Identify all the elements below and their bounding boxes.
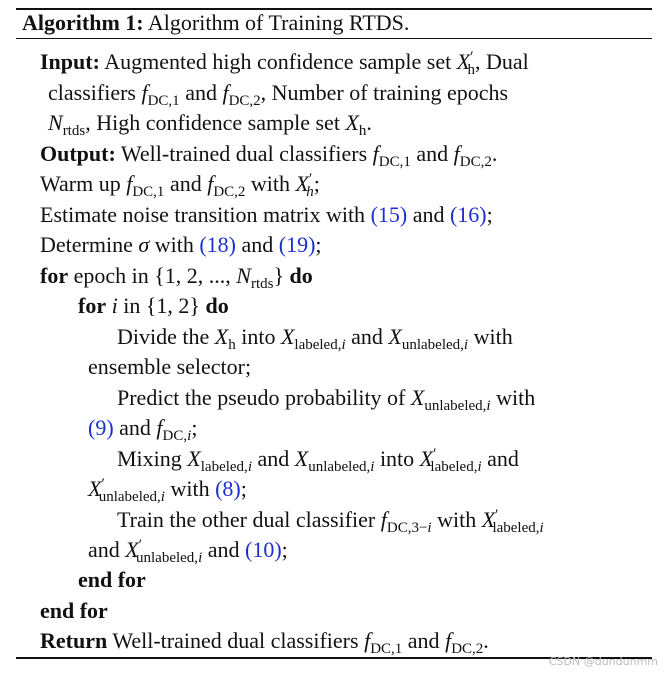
caption-label: Algorithm 1: bbox=[22, 10, 144, 35]
mixing-line-1: Mixing $X_{labeled,i}$ and $X_{unlabeled,i}$ into $X'_{labeled,i}$ and bbox=[117, 446, 519, 475]
ref-16[interactable]: (16) bbox=[449, 202, 487, 227]
watermark: CSDN @dundunmm bbox=[548, 655, 658, 668]
caption-text: Algorithm of Training RTDS. bbox=[147, 10, 410, 35]
mixing-line-2: $X'_{unlabeled,i}$ with (8); bbox=[88, 476, 247, 505]
predict-line-2: (9) and $f_{DC,i}$; bbox=[88, 415, 198, 444]
input-line-1: Input: Augmented high confidence sample set $X'_h$, Dual bbox=[40, 49, 529, 78]
input-line-2: classifiers $f_{DC,1}$ and $f_{DC,2}$, Number of training epochs bbox=[48, 80, 509, 109]
output-line: Output: Well-trained dual classifiers $f_{DC,1}$ and $f_{DC,2}$. bbox=[40, 141, 498, 170]
ref-18[interactable]: (18) bbox=[199, 232, 236, 257]
determine-line: Determine σ with (18) and (19); bbox=[40, 232, 322, 257]
ref-8[interactable]: (8) bbox=[215, 476, 241, 501]
divide-line-2: ensemble selector; bbox=[88, 354, 252, 379]
caption-rule bbox=[16, 38, 652, 39]
ref-15[interactable]: (15) bbox=[370, 202, 408, 227]
end-for-outer: end for bbox=[40, 598, 108, 623]
train-line-1: Train the other dual classifier $f_{DC,3-i}$ with $X'_{labeled,i}$ bbox=[117, 507, 544, 536]
predict-line-1: Predict the pseudo probability of $X_{unlabeled,i}$ with bbox=[117, 385, 536, 414]
for-epoch-line: for epoch in {1, 2, ..., $N_{rtds}$} do bbox=[40, 263, 313, 292]
ref-10[interactable]: (10) bbox=[245, 537, 282, 562]
divide-line-1: Divide the $X_h$ into $X_{labeled,i}$ and $X_{unlabeled,i}$ with bbox=[117, 324, 513, 353]
estimate-line: Estimate noise transition matrix with (15) and (16); bbox=[40, 202, 493, 227]
train-line-2: and $X'_{unlabeled,i}$ and (10); bbox=[88, 537, 288, 566]
return-line: Return Well-trained dual classifiers $f_{DC,1}$ and $f_{DC,2}$. bbox=[40, 628, 489, 657]
for-i-line: for i in {1, 2} do bbox=[78, 293, 229, 318]
end-for-inner: end for bbox=[78, 567, 146, 592]
ref-19[interactable]: (19) bbox=[278, 232, 316, 257]
ref-9[interactable]: (9) bbox=[88, 415, 114, 440]
algorithm-caption bbox=[22, 9, 409, 37]
input-line-3: $N_{rtds}$, High confidence sample set $X_h$. bbox=[48, 110, 372, 139]
warmup-line: Warm up $f_{DC,1}$ and $f_{DC,2}$ with $X'_h$; bbox=[40, 171, 320, 200]
